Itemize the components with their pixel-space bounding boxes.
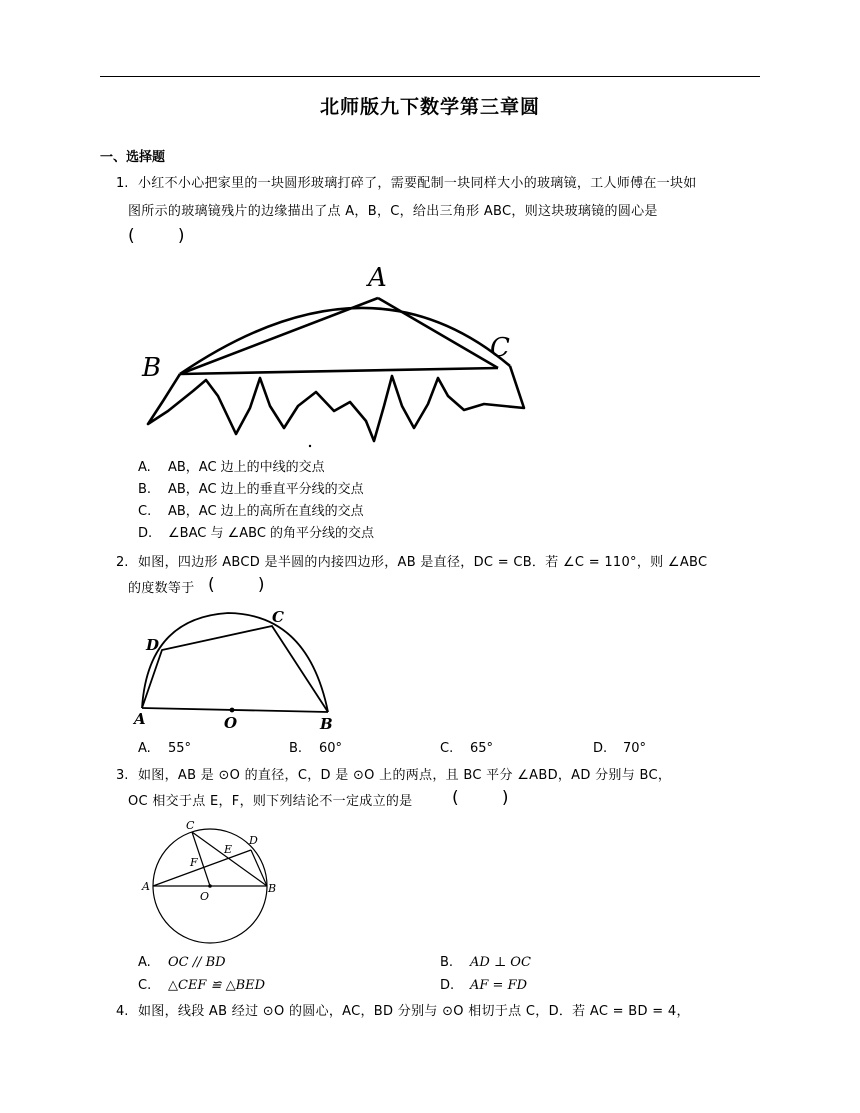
q3-text-line2: OC 相交于点 E，F，则下列结论不一定成立的是	[128, 794, 413, 809]
q3-label-f: F	[190, 856, 198, 869]
q1-answer-paren: ( )	[128, 226, 185, 246]
q2-label-a: A	[134, 710, 146, 728]
q2-diameter-ab	[142, 708, 328, 712]
q2-label-c: C	[272, 608, 284, 626]
q1-options	[138, 457, 738, 545]
q1-label-c: C	[490, 333, 510, 363]
q3-option-d[interactable]: D. AF = FD	[440, 978, 528, 993]
q1-arc	[180, 308, 510, 374]
q1-option-a[interactable]: A. AB，AC 边上的中线的交点	[138, 460, 325, 475]
q2-option-c[interactable]: C. 65°	[440, 741, 494, 756]
q1-segment-ba	[180, 298, 378, 374]
q3-label-e: E	[224, 843, 233, 856]
q2-option-a[interactable]: A. 55°	[138, 741, 192, 756]
q4-number: 4.	[116, 1004, 129, 1019]
q3-label-d: D	[249, 834, 258, 847]
q3-option-c[interactable]: C. △CEF ≌ △BED	[138, 978, 266, 993]
q3-segment-ad	[153, 850, 251, 886]
header-rule	[100, 76, 760, 77]
q1-label-a: A	[368, 263, 387, 293]
q1-option-d[interactable]: D. ∠BAC 与 ∠ABC 的角平分线的交点	[138, 526, 375, 541]
q3-number: 3.	[116, 768, 129, 783]
q2-semicircle-arc	[142, 613, 328, 712]
q2-text-line1: 如图，四边形 ABCD 是半圆的内接四边形，AB 是直径，DC = CB．若 ∠C = 110°，则 ∠ABC	[138, 555, 708, 570]
q1-number: 1.	[116, 176, 129, 191]
q1-text-line2: 图所示的玻璃镜残片的边缘描出了点 A，B，C，给出三角形 ABC，则这块玻璃镜的圆心是	[128, 204, 658, 219]
q3-label-o: O	[200, 890, 210, 903]
q2-label-o: O	[224, 714, 238, 732]
q2-label-b: B	[320, 715, 333, 733]
q1-jagged-edge	[148, 366, 524, 441]
q3-option-b[interactable]: B. AD ⊥ OC	[440, 955, 531, 970]
q3-text-line1: 如图，AB 是 ⊙O 的直径，C，D 是 ⊙O 上的两点，且 BC 平分 ∠ABD，AD 分别与 BC，	[138, 768, 672, 783]
q2-label-d: D	[146, 636, 160, 654]
q2-answer-paren: ( )	[208, 575, 265, 595]
q2-text-line2: 的度数等于	[128, 581, 195, 596]
q3-label-b: B	[268, 882, 277, 895]
q4-text-line1: 如图，线段 AB 经过 ⊙O 的圆心，AC，BD 分别与 ⊙O 相切于点 C，D．若 AC = BD = 4，	[138, 1004, 690, 1019]
page-title: 北师版九下数学第三章圆	[319, 96, 540, 118]
q1-segment-bc	[180, 368, 498, 374]
q3-answer-paren: ( )	[452, 788, 509, 808]
q1-segment-ac	[378, 298, 498, 368]
q2-figure-semicircle	[128, 604, 348, 736]
q3-center-point	[208, 884, 212, 888]
q1-label-b: B	[142, 353, 162, 383]
q3-label-a: A	[142, 880, 150, 893]
q3-figure-circle	[140, 816, 290, 946]
q1-option-b[interactable]: B. AB，AC 边上的垂直平分线的交点	[138, 482, 364, 497]
q2-option-b[interactable]: B. 60°	[289, 741, 343, 756]
q2-option-d[interactable]: D. 70°	[593, 741, 647, 756]
q1-dot	[309, 445, 311, 447]
q2-number: 2.	[116, 555, 129, 570]
q2-center-point	[230, 708, 235, 713]
q1-figure-broken-mirror	[138, 256, 538, 451]
q1-option-c[interactable]: C. AB，AC 边上的高所在直线的交点	[138, 504, 364, 519]
section-heading: 一、选择题	[100, 150, 166, 165]
q2-quadrilateral	[142, 626, 328, 712]
q3-option-a[interactable]: A. OC // BD	[138, 955, 226, 970]
q1-text-line1: 小红不小心把家里的一块圆形玻璃打碎了，需要配制一块同样大小的玻璃镜，工人师傅在一块如	[138, 176, 697, 191]
q3-label-c: C	[186, 819, 195, 832]
